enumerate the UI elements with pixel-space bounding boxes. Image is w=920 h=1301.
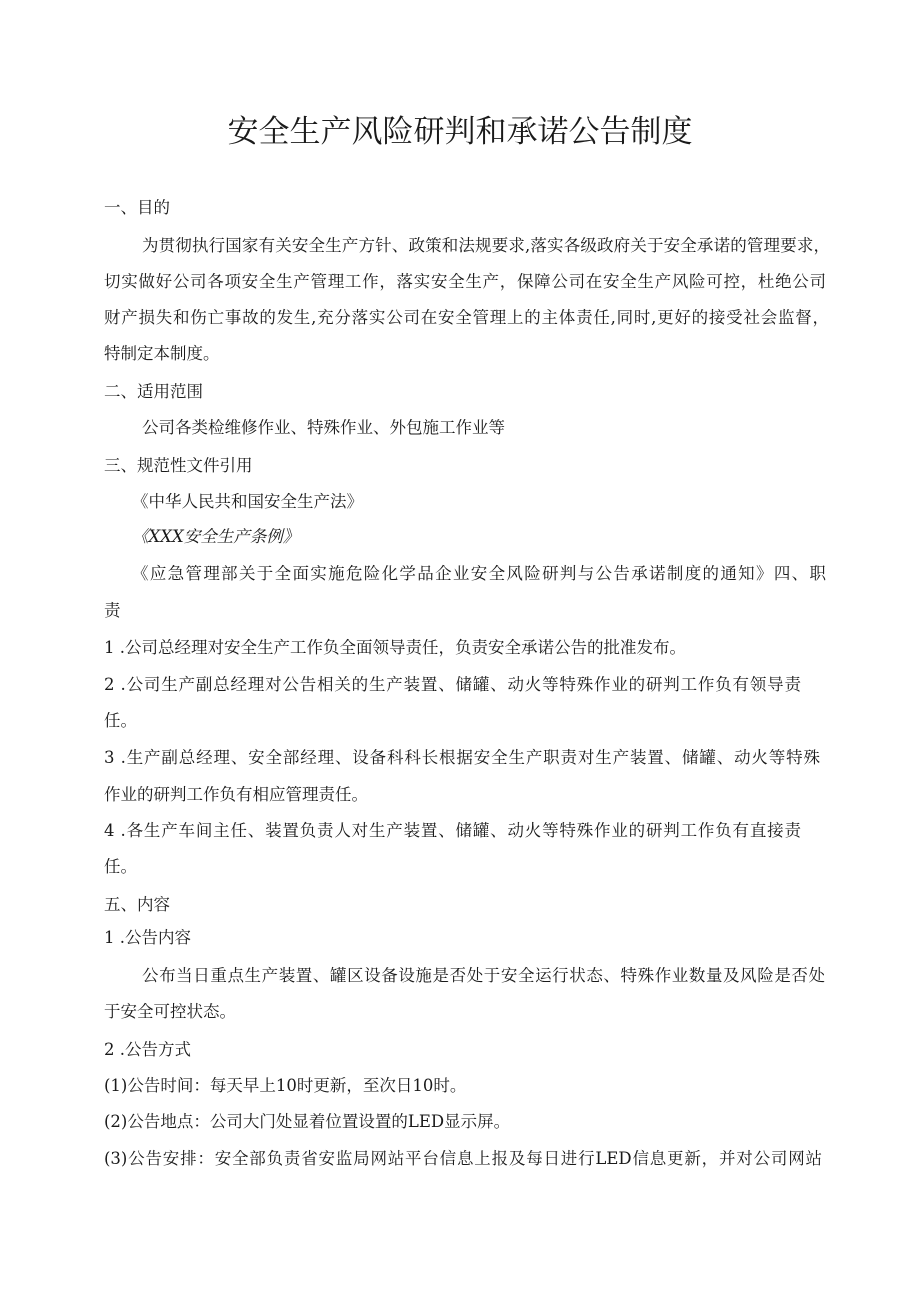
content-paragraph-line: 于安全可控状态。 xyxy=(104,1002,236,1021)
duty-item: 作业的研判工作负有相应管理责任。 xyxy=(104,785,368,804)
scope-text: 公司各类检维修作业、特殊作业、外包施工作业等 xyxy=(142,418,505,437)
content-list-item: (3)公告安排：安全部负责省安监局网站平台信息上报及每日进行LED信息更新，并对公司网站 xyxy=(104,1149,822,1168)
duty-item: 任。 xyxy=(104,857,137,876)
content-list-item: (1)公告时间：每天早上10时更新，至次日10时。 xyxy=(104,1076,467,1095)
section-heading-references: 三、规范性文件引用 xyxy=(104,456,253,475)
content-paragraph-line: 公布当日重点生产装置、罐区设备设施是否处于安全运行状态、特殊作业数量及风险是否处 xyxy=(142,966,825,985)
content-list-item: (2)公告地点：公司大门处显着位置设置的LED显示屏。 xyxy=(104,1112,511,1131)
section-heading-content: 五、内容 xyxy=(104,895,170,914)
references-continuation: 责 xyxy=(104,601,121,620)
duty-item: 4 .各生产车间主任、装置负责人对生产装置、储罐、动火等特殊作业的研判工作负有直接责 xyxy=(104,821,801,840)
reference-item: 《中华人民共和国安全生产法》 xyxy=(132,492,363,511)
purpose-paragraph-line: 财产损失和伤亡事故的发生,充分落实公司在安全管理上的主体责任,同时,更好的接受社会监督， xyxy=(104,308,829,327)
purpose-paragraph-line: 特制定本制度。 xyxy=(104,344,220,363)
content-sub-heading: 1 .公告内容 xyxy=(104,928,191,947)
content-sub-heading: 2 .公告方式 xyxy=(104,1040,191,1059)
reference-item: 《XXX安全生产条例》 xyxy=(132,527,300,546)
duty-item: 任。 xyxy=(104,711,137,730)
purpose-paragraph-line: 为贯彻执行国家有关安全生产方针、政策和法规要求,落实各级政府关于安全承诺的管理要求， xyxy=(142,236,830,255)
document-title: 安全生产风险研判和承诺公告制度 xyxy=(227,114,693,150)
section-heading-purpose: 一、目的 xyxy=(104,198,170,217)
duty-item: 2 .公司生产副总经理对公告相关的生产装置、储罐、动火等特殊作业的研判工作负有领导责 xyxy=(104,675,801,694)
purpose-paragraph-line: 切实做好公司各项安全生产管理工作，落实安全生产，保障公司在安全生产风险可控，杜绝公司 xyxy=(104,272,826,291)
duty-item: 1 .公司总经理对安全生产工作负全面领导责任，负责安全承诺公告的批准发布。 xyxy=(104,638,686,657)
section-heading-scope: 二、适用范围 xyxy=(104,382,203,401)
reference-item: 《应急管理部关于全面实施危险化学品企业安全风险研判与公告承诺制度的通知》四、职 xyxy=(132,564,826,583)
duty-item: 3 .生产副总经理、安全部经理、设备科科长根据安全生产职责对生产装置、储罐、动火等特殊 xyxy=(104,748,820,767)
